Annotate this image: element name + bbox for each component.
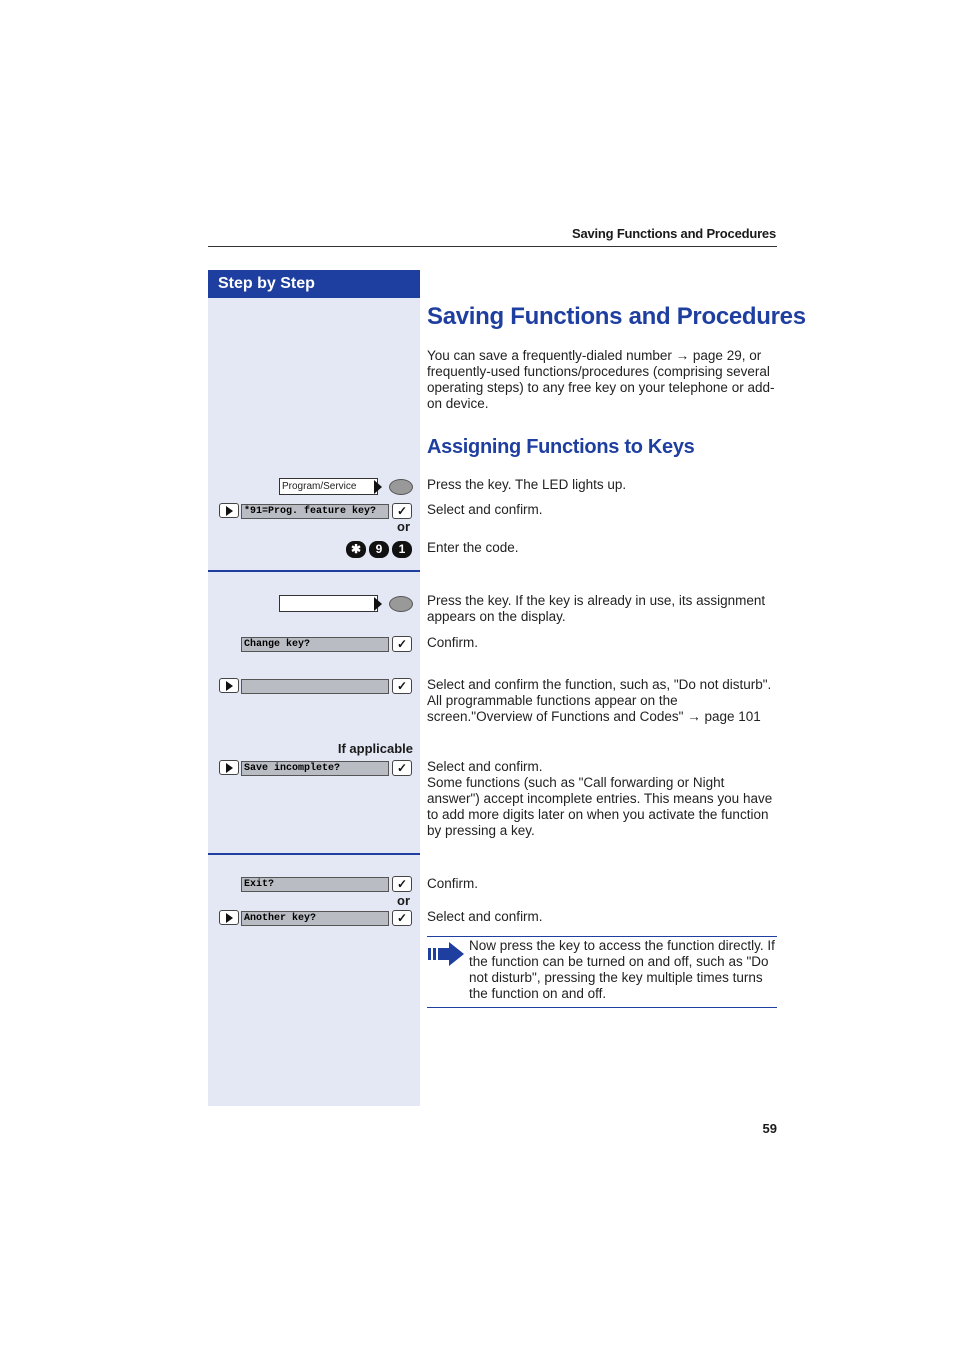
if-applicable-label: If applicable <box>337 741 413 756</box>
save-text: Select and confirm. <box>427 759 543 774</box>
note-arrow-icon <box>427 942 465 966</box>
save-detail-text: Some functions (such as "Call forwarding or Night answer") accept incomplete entries. This means you have to add more digits later on when you activate the function by pressing a key. <box>427 775 773 838</box>
or-label: or <box>397 893 410 908</box>
running-head: Saving Functions and Procedures <box>571 226 776 241</box>
arrow-right-icon[interactable] <box>219 503 239 518</box>
free-key[interactable] <box>389 596 413 612</box>
note-rule-bottom <box>427 1007 777 1008</box>
or-label: or <box>397 519 410 534</box>
page-title: Saving Functions and Procedures <box>427 303 806 330</box>
display-prog-feature: *91=Prog. feature key? <box>241 504 389 519</box>
program-service-key-label: Program/Service <box>279 478 378 495</box>
step-text: Select and confirm. <box>427 502 543 517</box>
intro-text: You can save a frequently-dialed number → page 29, or frequently-used functions/procedures (comprising several operating steps) to any free key on your telephone or add-on device. <box>427 348 775 411</box>
check-icon[interactable]: ✓ <box>392 910 412 926</box>
digit-9-key[interactable]: 9 <box>369 541 389 558</box>
step-text: Press the key. If the key is already in use, its assignment appears on the display. <box>427 593 766 624</box>
step-text: Confirm. <box>427 876 479 891</box>
arrow-right-icon[interactable] <box>219 678 239 693</box>
step-text <box>427 677 779 725</box>
page-number: 59 <box>762 1121 777 1136</box>
step-text: Enter the code. <box>427 540 519 555</box>
step-text: Press the key. The LED lights up. <box>427 477 627 492</box>
display-function <box>241 679 389 694</box>
check-icon[interactable]: ✓ <box>392 876 412 892</box>
check-icon[interactable]: ✓ <box>392 503 412 519</box>
arrow-right-icon[interactable] <box>219 760 239 775</box>
free-key-label <box>279 595 378 612</box>
step-text <box>427 759 779 839</box>
section-divider <box>208 570 420 572</box>
check-icon[interactable]: ✓ <box>392 636 412 652</box>
step-text: Confirm. <box>427 635 479 650</box>
arrow-right-icon[interactable] <box>219 910 239 925</box>
display-exit: Exit? <box>241 877 389 892</box>
note-rule-top <box>427 936 777 937</box>
display-another-key: Another key? <box>241 911 389 926</box>
digit-1-key[interactable]: 1 <box>392 541 412 558</box>
all-functions-text: All programmable functions appear on the screen."Overview of Functions and Codes" → page 101 <box>427 693 761 724</box>
display-save-incomplete: Save incomplete? <box>241 761 389 776</box>
sidebar-title: Step by Step <box>208 270 420 298</box>
note-text: Now press the key to access the function directly. If the function can be turned on and off, such as "Do not disturb", pressing the key multiple times turns the function on and off. <box>469 938 775 1001</box>
section-title: Assigning Functions to Keys <box>427 436 695 458</box>
header-rule <box>208 246 777 247</box>
star-key-icon[interactable]: ✱ <box>346 541 366 558</box>
check-icon[interactable]: ✓ <box>392 760 412 776</box>
display-change-key: Change key? <box>241 637 389 652</box>
check-icon[interactable]: ✓ <box>392 678 412 694</box>
section-divider <box>208 853 420 855</box>
step-text: Select and confirm. <box>427 909 543 924</box>
select-function-text: Select and confirm the function, such as, "Do not disturb". <box>427 677 772 692</box>
program-service-key[interactable] <box>389 479 413 495</box>
